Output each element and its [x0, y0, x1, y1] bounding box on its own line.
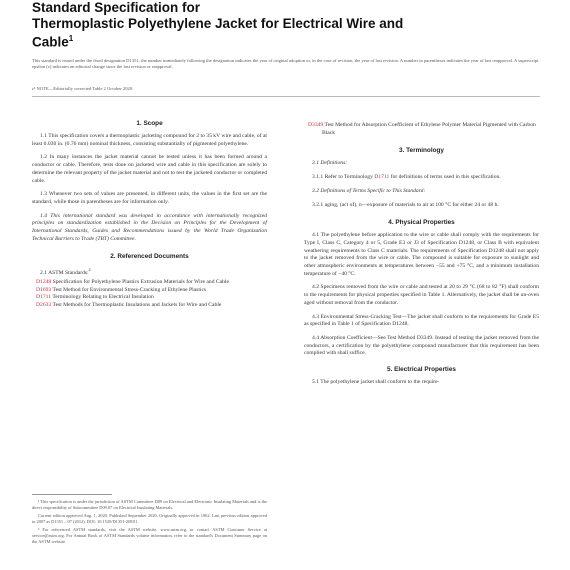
header-divider: [32, 96, 540, 97]
reference-item[interactable]: D3349 Test Method for Absorption Coefficient of Ethylene Polymer Material Pigmented with Carbon Black: [308, 122, 536, 136]
title-line-1: Standard Specification for: [32, 0, 201, 15]
reference-item[interactable]: D1248 Specification for Polyethylene Plastics Extrusion Materials for Wire and Cable: [36, 279, 229, 285]
terminology-link[interactable]: D1711: [374, 174, 390, 181]
editorial-change-note: ε¹ NOTE—Editorially corrected Table 2 October 2020.: [32, 86, 134, 91]
reference-item[interactable]: D1693 Test Method for Environmental Stress-Cracking of Ethylene Plastics: [36, 286, 207, 293]
footnote-2: ² For referenced ASTM standards, visit the ASTM website, www.astm.org, or contact ASTM Customer Service at service@astm.org. For Annual Book of ASTM Standards volume information, refer to the standard's Document Summary page on the ASTM website.: [32, 527, 267, 544]
section-heading-terminology: 3. Terminology: [399, 147, 444, 155]
terminology-paragraph-2: 3.1.1 Refer to Terminology D1711 for definitions of terms used in this specification.: [312, 174, 501, 181]
document-title: [32, 0, 552, 50]
designation-notice: This standard is issued under the fixed designation D1351; the number immediately following the designation indicates the year of original adoption or, in the case of revision, the year of last revision. A number in parentheses indicates the year of last reapproval. A superscript epsilon (ε) indicates an editorial change since the last revision or reapproval.: [32, 58, 539, 69]
section-heading-physical: 4. Physical Properties: [388, 219, 455, 227]
section-heading-references: 2. Referenced Documents: [110, 253, 189, 261]
title-line-2: Thermoplastic Polyethylene Jacket for Electrical Wire and: [32, 15, 404, 31]
section-heading-scope: 1. Scope: [136, 120, 163, 127]
astm-standards-intro: 2.1 ASTM Standards:$^2$: [40, 267, 91, 277]
section-heading-electrical: 5. Electrical Properties: [387, 366, 456, 374]
footnote-divider: [32, 494, 112, 495]
electrical-paragraph-1: 5.1 The polyethylene jacket shall conform to the require-: [312, 379, 440, 386]
left-column: [32, 120, 267, 310]
footnote-edition: Current edition approved Aug. 1, 2020. Published September 2020. Originally approved in 1962. Last previous edition approved in 2007 as D1351 – 07 (2012). DOI: 10.1520/D1351-20E01.: [32, 513, 267, 524]
physical-paragraph-1: 4.1 The polyethylene before application to the wire or cable shall comply with the requirements for Type I, Class C, Category 4 or 5, Grade E3 or J3 of Specification D1248, or Class B with equivalent weathering requirements to Class C materials. The requirements of Specification D1248 shall not apply to the jacket removed from the wire or cable. The compound is suitable for exposure to sunlight and other atmospheric environments at temperatures between −55 and +75 °C, and a minimum installation temperature of −40 °C.: [304, 232, 539, 277]
scope-paragraph-2: 1.2 In many instances the jacket material cannot be tested unless it has been formed around a conductor or cable. Therefore, tests done on jacketed wire and cable in this specification are solely to determine the relevant property of the jacket material and not to test the jacketed conductor or completed cable.: [32, 154, 267, 184]
scope-paragraph-1: 1.1 This specification covers a thermoplastic jacketing compound for 2 to 35 kV wire and cable, of at least 0.030 in. (0.76 mm) nominal thickness, consisting substantially of pigmented polyethylene.: [32, 133, 267, 147]
terminology-paragraph-3: 3.2 Definitions of Terms Specific to This Standard:: [312, 187, 426, 194]
reference-item[interactable]: D2633 Test Methods for Thermoplastic Insulations and Jackets for Wire and Cable: [36, 302, 222, 309]
footnote-1: ¹ This specification is under the jurisdiction of ASTM Committee D09 on Electrical and Electronic Insulating Materials and is the direct responsibility of Subcommittee D09.07 on Electrical Insulating Materials.: [32, 499, 267, 510]
terminology-paragraph-4: 3.2.1 aging, (act of), n—exposure of materials to air at 100 °C for either 24 or 48 h.: [312, 201, 499, 208]
physical-paragraph-2: 4.2 Specimens removed from the wire or cable and tested at 20 to 29 °C (68 to 82 °F) shall conform to the requirements for physical properties specified in Table 1. Alternatively, the jacket shall be un-oven aged without removal from the conductor.: [304, 284, 539, 306]
title-line-3: Cable$^1$: [32, 34, 74, 50]
physical-paragraph-4: 4.4 Absorption Coefficient—See Test Method D3349. Instead of testing the jacket removed from the conductors, a certification by the polyethylene compound manufacturer that this requirement has been complied with shall suffice.: [304, 334, 539, 357]
scope-paragraph-4: 1.4 This international standard was developed in accordance with internationally recognized principles on standardization established in the Decision on Principles for the Development of International Standards, Guides and Recommendations issued by the World Trade Organization Technical Barriers to Trade (TBT) Committee.: [32, 212, 267, 242]
physical-paragraph-3: 4.3 Environmental Stress-Cracking Test—The jacket shall conform to the requirements for Grade E5 as specified in Table 1 of Specification D1248.: [304, 313, 539, 328]
reference-item[interactable]: D1711 Terminology Relating to Electrical Insulation: [36, 294, 154, 301]
footnotes: [32, 499, 267, 547]
scope-paragraph-3: 1.3 Whenever two sets of values are presented, in different units, the values in the first set are the standard, while those in parentheses are for information only.: [32, 191, 267, 205]
right-column: [304, 122, 539, 393]
terminology-paragraph-1: 3.1 Definitions:: [312, 160, 348, 167]
